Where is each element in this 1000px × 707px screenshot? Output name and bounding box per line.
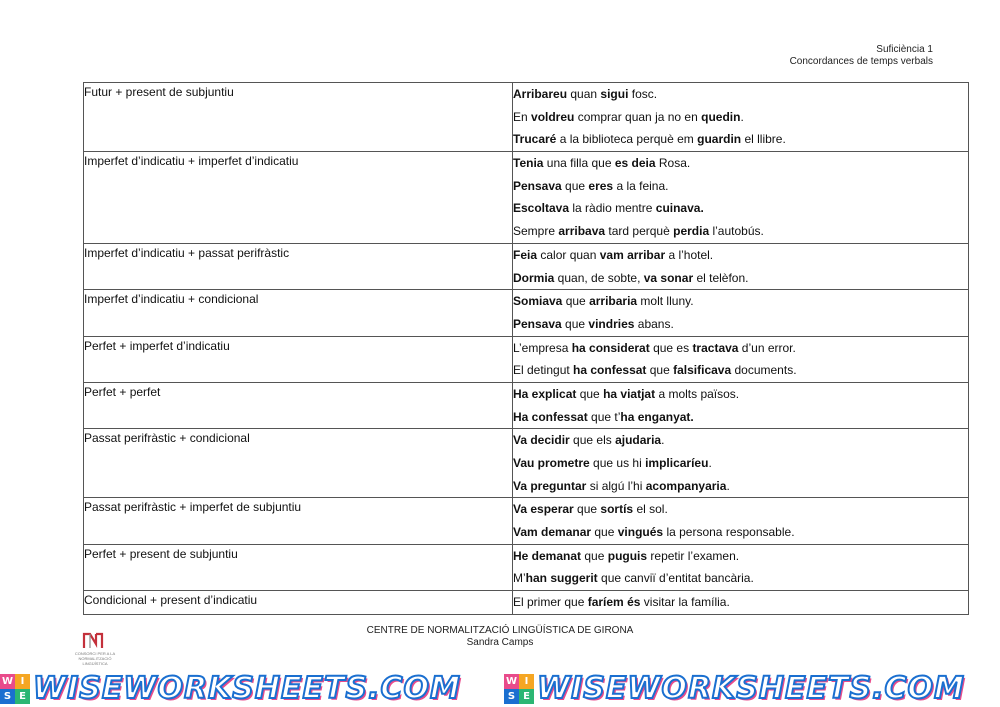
- example-sentence: [513, 220, 968, 243]
- sentence-text: que canviï d’entitat bancària.: [597, 571, 754, 586]
- table-row: [84, 429, 969, 498]
- example-sentence: [513, 545, 968, 568]
- sentence-text: documents.: [731, 363, 797, 378]
- header-topic: Concordances de temps verbals: [789, 56, 933, 67]
- sentence-text: El primer que: [513, 595, 588, 610]
- watermark-banner-right: [504, 671, 965, 707]
- sentence-text: que: [561, 178, 589, 193]
- sentence-text: tard perquè: [605, 224, 674, 239]
- verb-highlight: Ha explicat: [513, 386, 577, 401]
- sentence-text: El detingut: [513, 363, 574, 378]
- watermark-text: WISEWORKSHEETS.COM: [33, 671, 461, 706]
- example-sentence: [513, 267, 968, 290]
- verb-highlight: ha enganyat.: [620, 409, 694, 424]
- sentence-text: que: [581, 548, 608, 563]
- example-sentence: [513, 106, 968, 129]
- tense-combination: Imperfet d’indicatiu + imperfet d’indicatiu: [84, 152, 513, 244]
- example-sentence: [513, 383, 968, 406]
- sentence-text: comprar quan ja no en: [574, 109, 702, 124]
- verb-highlight: va sonar: [643, 270, 694, 285]
- example-sentence: [513, 498, 968, 521]
- example-sentences: [513, 243, 969, 289]
- verb-highlight: eres: [588, 178, 614, 193]
- sentence-text: visitar la família.: [640, 595, 730, 610]
- verb-highlight: Trucaré: [513, 132, 557, 147]
- verb-highlight: vam arribar: [599, 247, 666, 262]
- sentence-text: d’un error.: [738, 340, 796, 355]
- verb-highlight: Vau prometre: [513, 456, 590, 470]
- sentence-text: Sempre: [513, 224, 559, 239]
- header-course: Suficiència 1: [876, 44, 933, 55]
- example-sentence: [513, 313, 968, 336]
- watermark-badge-icon: W I S E: [0, 674, 30, 704]
- verb-highlight: sortís: [600, 502, 634, 517]
- verb-highlight: Va decidir: [513, 433, 570, 448]
- sentence-text: M’: [513, 571, 526, 586]
- verb-highlight: es deia: [614, 156, 656, 171]
- sentence-text: l’autobús.: [709, 224, 764, 239]
- tense-combination: Imperfet d’indicatiu + condicional: [84, 290, 513, 336]
- sentence-text: el llibre.: [741, 132, 786, 147]
- tense-combination: Perfet + perfet: [84, 382, 513, 428]
- verb-highlight: Ha confessat: [513, 409, 588, 424]
- example-sentence: [513, 567, 968, 590]
- table-row: [84, 152, 969, 244]
- sentence-text: que: [561, 316, 589, 331]
- example-sentence: [513, 591, 968, 614]
- verb-highlight: Arribareu: [513, 87, 568, 101]
- verb-highlight: ajudaria: [615, 433, 662, 448]
- sentence-text: que: [576, 386, 604, 401]
- verb-highlight: He demanat: [513, 548, 582, 563]
- verb-highlight: cuinava.: [655, 201, 704, 216]
- verb-highlight: vindries: [588, 316, 635, 331]
- sentence-text: a la biblioteca perquè em: [556, 132, 698, 147]
- verb-highlight: Vam demanar: [513, 525, 592, 540]
- sentence-text: quan: [567, 87, 601, 101]
- sentence-text: molt lluny.: [637, 294, 694, 309]
- verb-highlight: Dormia: [513, 270, 555, 285]
- verb-highlight: acompanyaria: [645, 478, 727, 493]
- table-row: [84, 336, 969, 382]
- verb-highlight: Feia: [513, 247, 538, 262]
- logo-caption: CONSORCI PER A LA NORMALITZACIÓ LINGÜÍSTICA: [74, 651, 116, 666]
- example-sentences: [513, 498, 969, 544]
- example-sentence: [513, 337, 968, 360]
- example-sentence: [513, 128, 968, 151]
- sentence-text: L’empresa: [513, 340, 572, 355]
- sentence-text: la ràdio mentre: [569, 201, 656, 216]
- sentence-text: que us hi: [589, 456, 646, 470]
- verb-highlight: voldreu: [531, 109, 575, 124]
- sentence-text: .: [726, 478, 730, 493]
- verb-highlight: arribaria: [589, 294, 638, 309]
- sentence-text: que: [591, 525, 618, 540]
- verb-highlight: ha viatjat: [603, 386, 656, 401]
- example-sentence: [513, 244, 968, 267]
- example-sentence: [513, 429, 968, 452]
- sentence-text: .: [661, 433, 665, 448]
- example-sentences: [513, 83, 969, 152]
- document-footer: [0, 625, 1000, 649]
- footer-author: Sandra Camps: [466, 637, 534, 648]
- verb-highlight: tractava: [692, 340, 739, 355]
- watermark-banner-left: [0, 671, 461, 707]
- tense-combination: Perfet + present de subjuntiu: [84, 544, 513, 590]
- verb-highlight: sigui: [600, 87, 629, 101]
- verb-highlight: Va preguntar: [513, 478, 587, 493]
- example-sentences: [513, 152, 969, 244]
- verb-highlight: Va esperar: [513, 502, 574, 517]
- example-sentence: [513, 152, 968, 175]
- verb-highlight: puguis: [607, 548, 648, 563]
- sentence-text: que es: [649, 340, 693, 355]
- verb-highlight: perdia: [673, 224, 710, 239]
- example-sentence: [513, 521, 968, 544]
- footer-organization: CENTRE DE NORMALITZACIÓ LINGÜÍSTICA DE GIRONA: [366, 625, 634, 636]
- example-sentences: [513, 290, 969, 336]
- sentence-text: la persona responsable.: [663, 525, 795, 540]
- sentence-text: que t’: [587, 409, 621, 424]
- watermark-badge-icon: W I S E: [504, 674, 534, 704]
- example-sentences: [513, 382, 969, 428]
- verb-highlight: Somiava: [513, 294, 563, 309]
- example-sentences: [513, 336, 969, 382]
- tense-combination: Passat perifràstic + condicional: [84, 429, 513, 498]
- sentence-text: a molts països.: [655, 386, 740, 401]
- example-sentence: [513, 359, 968, 382]
- sentence-text: .: [740, 109, 744, 124]
- verb-highlight: arribava: [558, 224, 606, 239]
- table-row: [84, 290, 969, 336]
- sentence-text: .: [708, 456, 712, 470]
- table-row: [84, 544, 969, 590]
- sentence-text: si algú l’hi: [586, 478, 646, 493]
- sentence-text: quan, de sobte,: [554, 270, 644, 285]
- sentence-text: el sol.: [633, 502, 668, 517]
- sentence-text: a l’hotel.: [665, 247, 714, 262]
- verb-highlight: guardin: [697, 132, 742, 147]
- sentence-text: En: [513, 109, 532, 124]
- verb-highlight: Escoltava: [513, 201, 570, 216]
- sentence-text: calor quan: [537, 247, 600, 262]
- sentence-text: abans.: [634, 316, 674, 331]
- example-sentences: [513, 591, 969, 615]
- verb-highlight: és: [627, 595, 641, 610]
- example-sentences: [513, 429, 969, 498]
- example-sentence: [513, 475, 968, 498]
- verb-highlight: implicaríeu: [645, 456, 709, 470]
- tense-combination: Passat perifràstic + imperfet de subjuntiu: [84, 498, 513, 544]
- example-sentence: [513, 83, 968, 106]
- example-sentences: [513, 544, 969, 590]
- verb-highlight: vingués: [617, 525, 664, 540]
- sentence-text: Rosa.: [655, 156, 691, 171]
- example-sentence: [513, 406, 968, 429]
- tense-combination: Condicional + present d’indicatiu: [84, 591, 513, 615]
- example-sentence: [513, 452, 968, 475]
- table-row: [84, 243, 969, 289]
- verb-highlight: Pensava: [513, 316, 562, 331]
- sentence-text: que: [573, 502, 601, 517]
- document-header: [790, 44, 933, 68]
- verb-highlight: han suggerit: [525, 571, 598, 586]
- verb-highlight: Pensava: [513, 178, 562, 193]
- sentence-text: fosc.: [628, 87, 658, 101]
- watermark-text: WISEWORKSHEETS.COM: [537, 671, 965, 706]
- sentence-text: el telèfon.: [693, 270, 749, 285]
- table-row: [84, 382, 969, 428]
- tense-combination: Futur + present de subjuntiu: [84, 83, 513, 152]
- verb-highlight: ha considerat: [571, 340, 650, 355]
- table-row: [84, 83, 969, 152]
- table-row: [84, 498, 969, 544]
- sentence-text: a la feina.: [613, 178, 669, 193]
- verb-highlight: faríem: [587, 595, 624, 610]
- tense-combination: Perfet + imperfet d’indicatiu: [84, 336, 513, 382]
- verb-highlight: ha confessat: [573, 363, 647, 378]
- verb-highlight: quedin: [701, 109, 741, 124]
- example-sentence: [513, 175, 968, 198]
- table-row: [84, 591, 969, 615]
- tense-combination: Imperfet d’indicatiu + passat perifràstic: [84, 243, 513, 289]
- verb-tense-table: [83, 82, 969, 615]
- example-sentence: [513, 290, 968, 313]
- verb-highlight: Tenia: [513, 156, 544, 171]
- sentence-text: una filla que: [543, 156, 615, 171]
- sentence-text: que: [562, 294, 590, 309]
- sentence-text: que els: [569, 433, 616, 448]
- verb-highlight: falsificava: [673, 363, 732, 378]
- example-sentence: [513, 197, 968, 220]
- sentence-text: repetir l’examen.: [647, 548, 740, 563]
- sentence-text: que: [646, 363, 674, 378]
